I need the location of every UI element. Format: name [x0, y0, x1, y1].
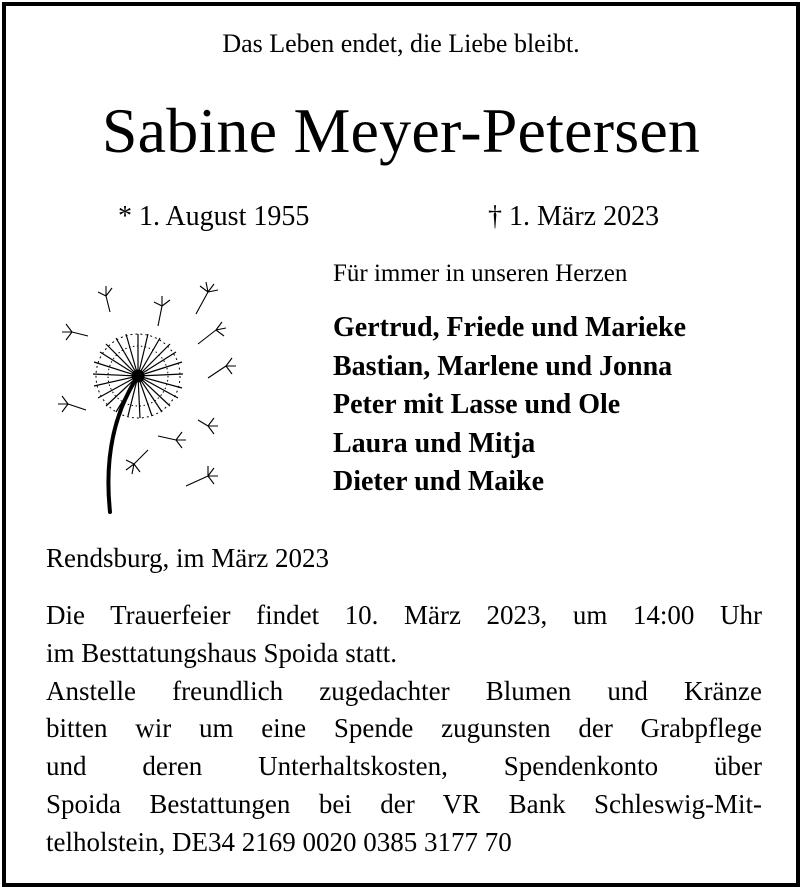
deceased-name: Sabine Meyer-Petersen — [101, 95, 701, 166]
mourner-line: Gertrud, Friede und Marieke — [333, 312, 687, 343]
mourners-list — [333, 309, 686, 502]
notice-frame — [2, 2, 800, 887]
mourner-line: Bastian, Marlene und Jonna — [333, 350, 673, 382]
funeral-text-line: und deren Unterhaltskosten, Spendenkonto über — [46, 751, 762, 782]
mourner-line: Dieter und Maike — [333, 466, 545, 497]
funeral-text-line: bitten wir um eine Spende zugunsten der Grabpflege — [46, 713, 762, 744]
funeral-text-line: Anstelle freundlich zugedachter Blumen und Kränze — [46, 675, 762, 706]
funeral-text-line: Die Trauerfeier findet 10. März 2023, um 14:00 Uhr — [46, 600, 762, 630]
birth-date: * 1. August 1955 — [118, 201, 310, 232]
death-date: † 1. März 2023 — [488, 201, 660, 232]
mourner-line: Laura und Mitja — [333, 427, 536, 459]
motto: Das Leben endet, die Liebe bleibt. — [222, 29, 580, 58]
funeral-text-line: Spoida Bestattungen bei der VR Bank Schleswig-Mit- — [46, 788, 762, 819]
dandelion-icon — [48, 274, 248, 519]
funeral-information — [46, 597, 762, 862]
mourner-line: Peter mit Lasse und Ole — [333, 389, 621, 420]
place-date: Rendsburg, im März 2023 — [46, 543, 329, 573]
funeral-text-line: telholstein, DE34 2169 0020 0385 3177 70 — [46, 826, 512, 857]
remembrance-line: Für immer in unseren Herzen — [333, 260, 628, 287]
funeral-text-line: im Besttatungshaus Spoida statt. — [46, 637, 397, 668]
